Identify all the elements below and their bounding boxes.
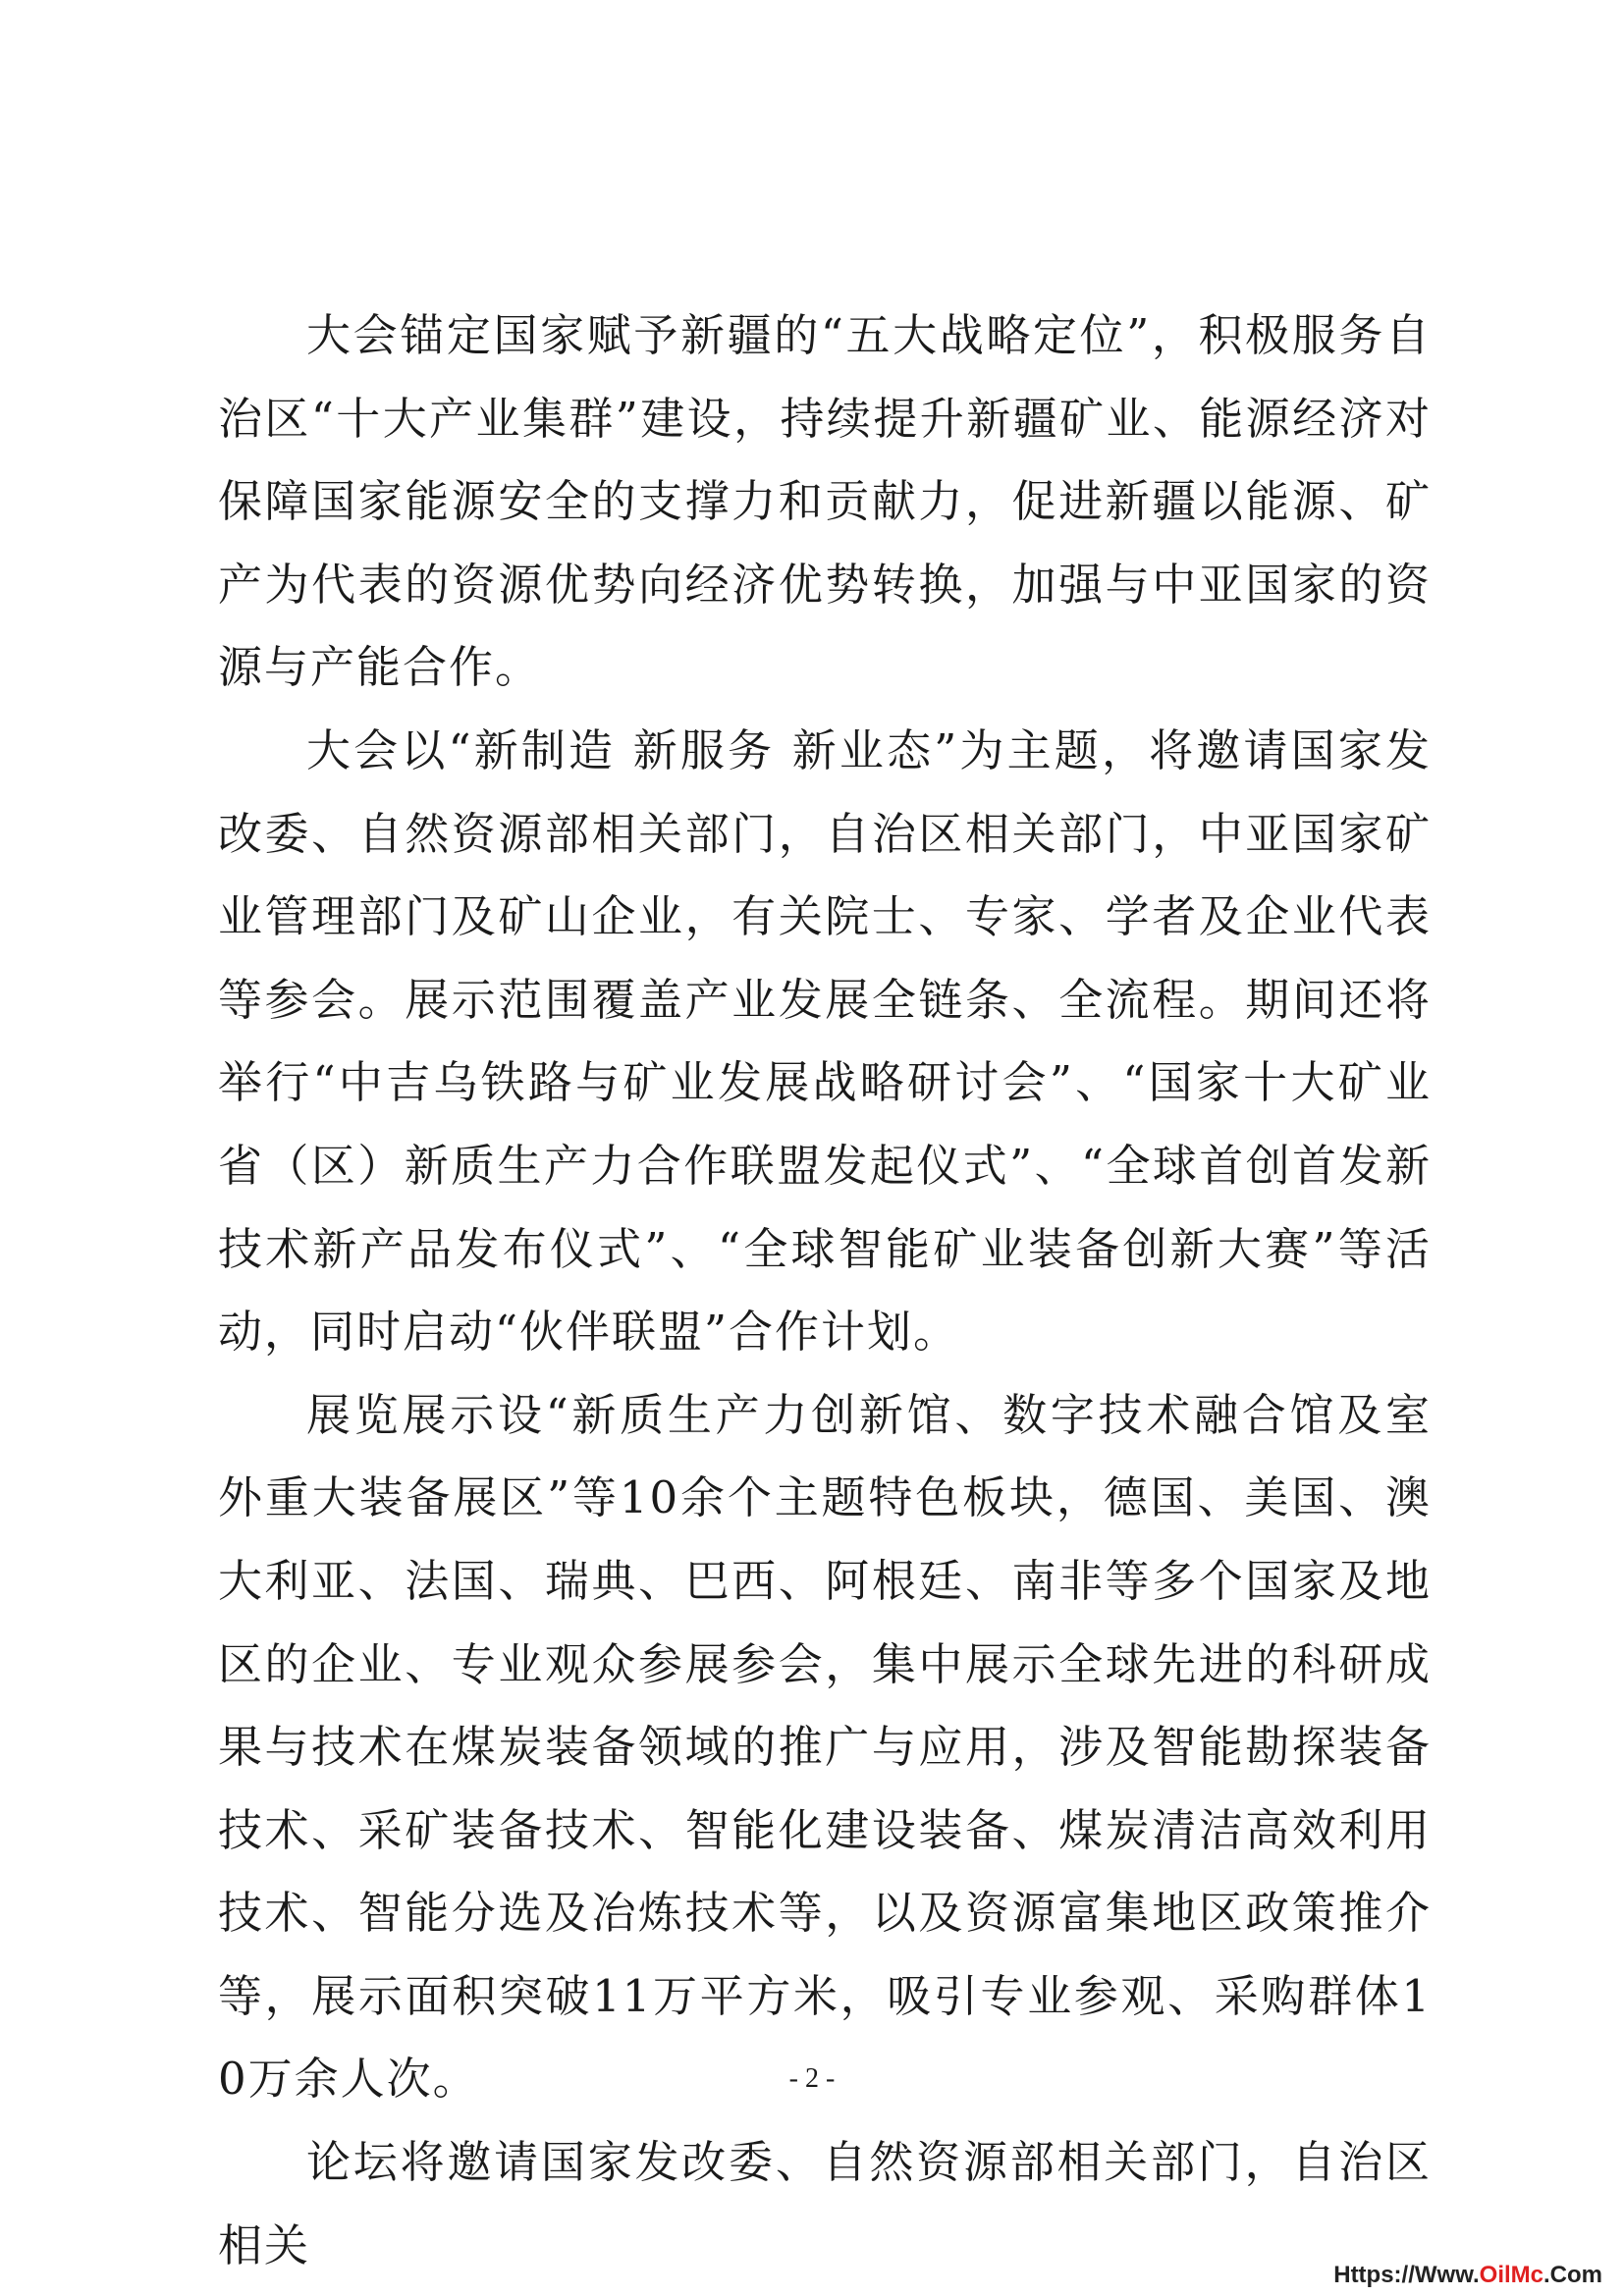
document-body — [218, 294, 1432, 2287]
paragraph-strategic-positioning: 大会锚定国家赋予新疆的“五大战略定位”，积极服务自治区“十大产业集群”建设，持续提升新疆矿业、能源经济对保障国家能源安全的支撑力和贡献力，促进新疆以能源、矿产为代表的资源优势向经济优势转换，加强与中亚国家的资源与产能合作。 — [218, 309, 1432, 694]
watermark-suffix: .Com — [1543, 2262, 1602, 2288]
watermark-prefix: Https://Www. — [1333, 2262, 1480, 2288]
watermark-url — [1333, 2261, 1602, 2290]
paragraph-conference-theme: 大会以“新制造 新服务 新业态”为主题，将邀请国家发改委、自然资源部相关部门，自治区相关部门，中亚国家矿业管理部门及矿山企业，有关院士、专家、学者及企业代表等参会。展示范围覆盖产业发展全链条、全流程。期间还将举行“中吉乌铁路与矿业发展战略研讨会”、“国家十大矿业省（区）新质生产力合作联盟发起仪式”、“全球首创首发新技术新产品发布仪式”、“全球智能矿业装备创新大赛”等活动，同时启动“伙伴联盟”合作计划。 — [218, 723, 1432, 1359]
watermark-brand: OilMc — [1479, 2262, 1543, 2288]
page-number: - 2 - — [788, 2063, 836, 2094]
paragraph-forum: 论坛将邀请国家发改委、自然资源部相关部门，自治区相关 — [218, 2136, 1432, 2271]
paragraph-exhibition: 展览展示设“新质生产力创新馆、数字技术融合馆及室外重大装备展区”等10余个主题特色板块，德国、美国、澳大利亚、法国、瑞典、巴西、阿根廷、南非等多个国家及地区的企业、专业观众参展参会，集中展示全球先进的科研成果与技术在煤炭装备领域的推广与应用，涉及智能勘探装备技术、采矿装备技术、智能化建设装备、煤炭清洁高效利用技术、智能分选及冶炼技术等，以及资源富集地区政策推介等，展示面积突破11万平方米，吸引专业参观、采购群体10万余人次。 — [218, 1388, 1432, 2106]
